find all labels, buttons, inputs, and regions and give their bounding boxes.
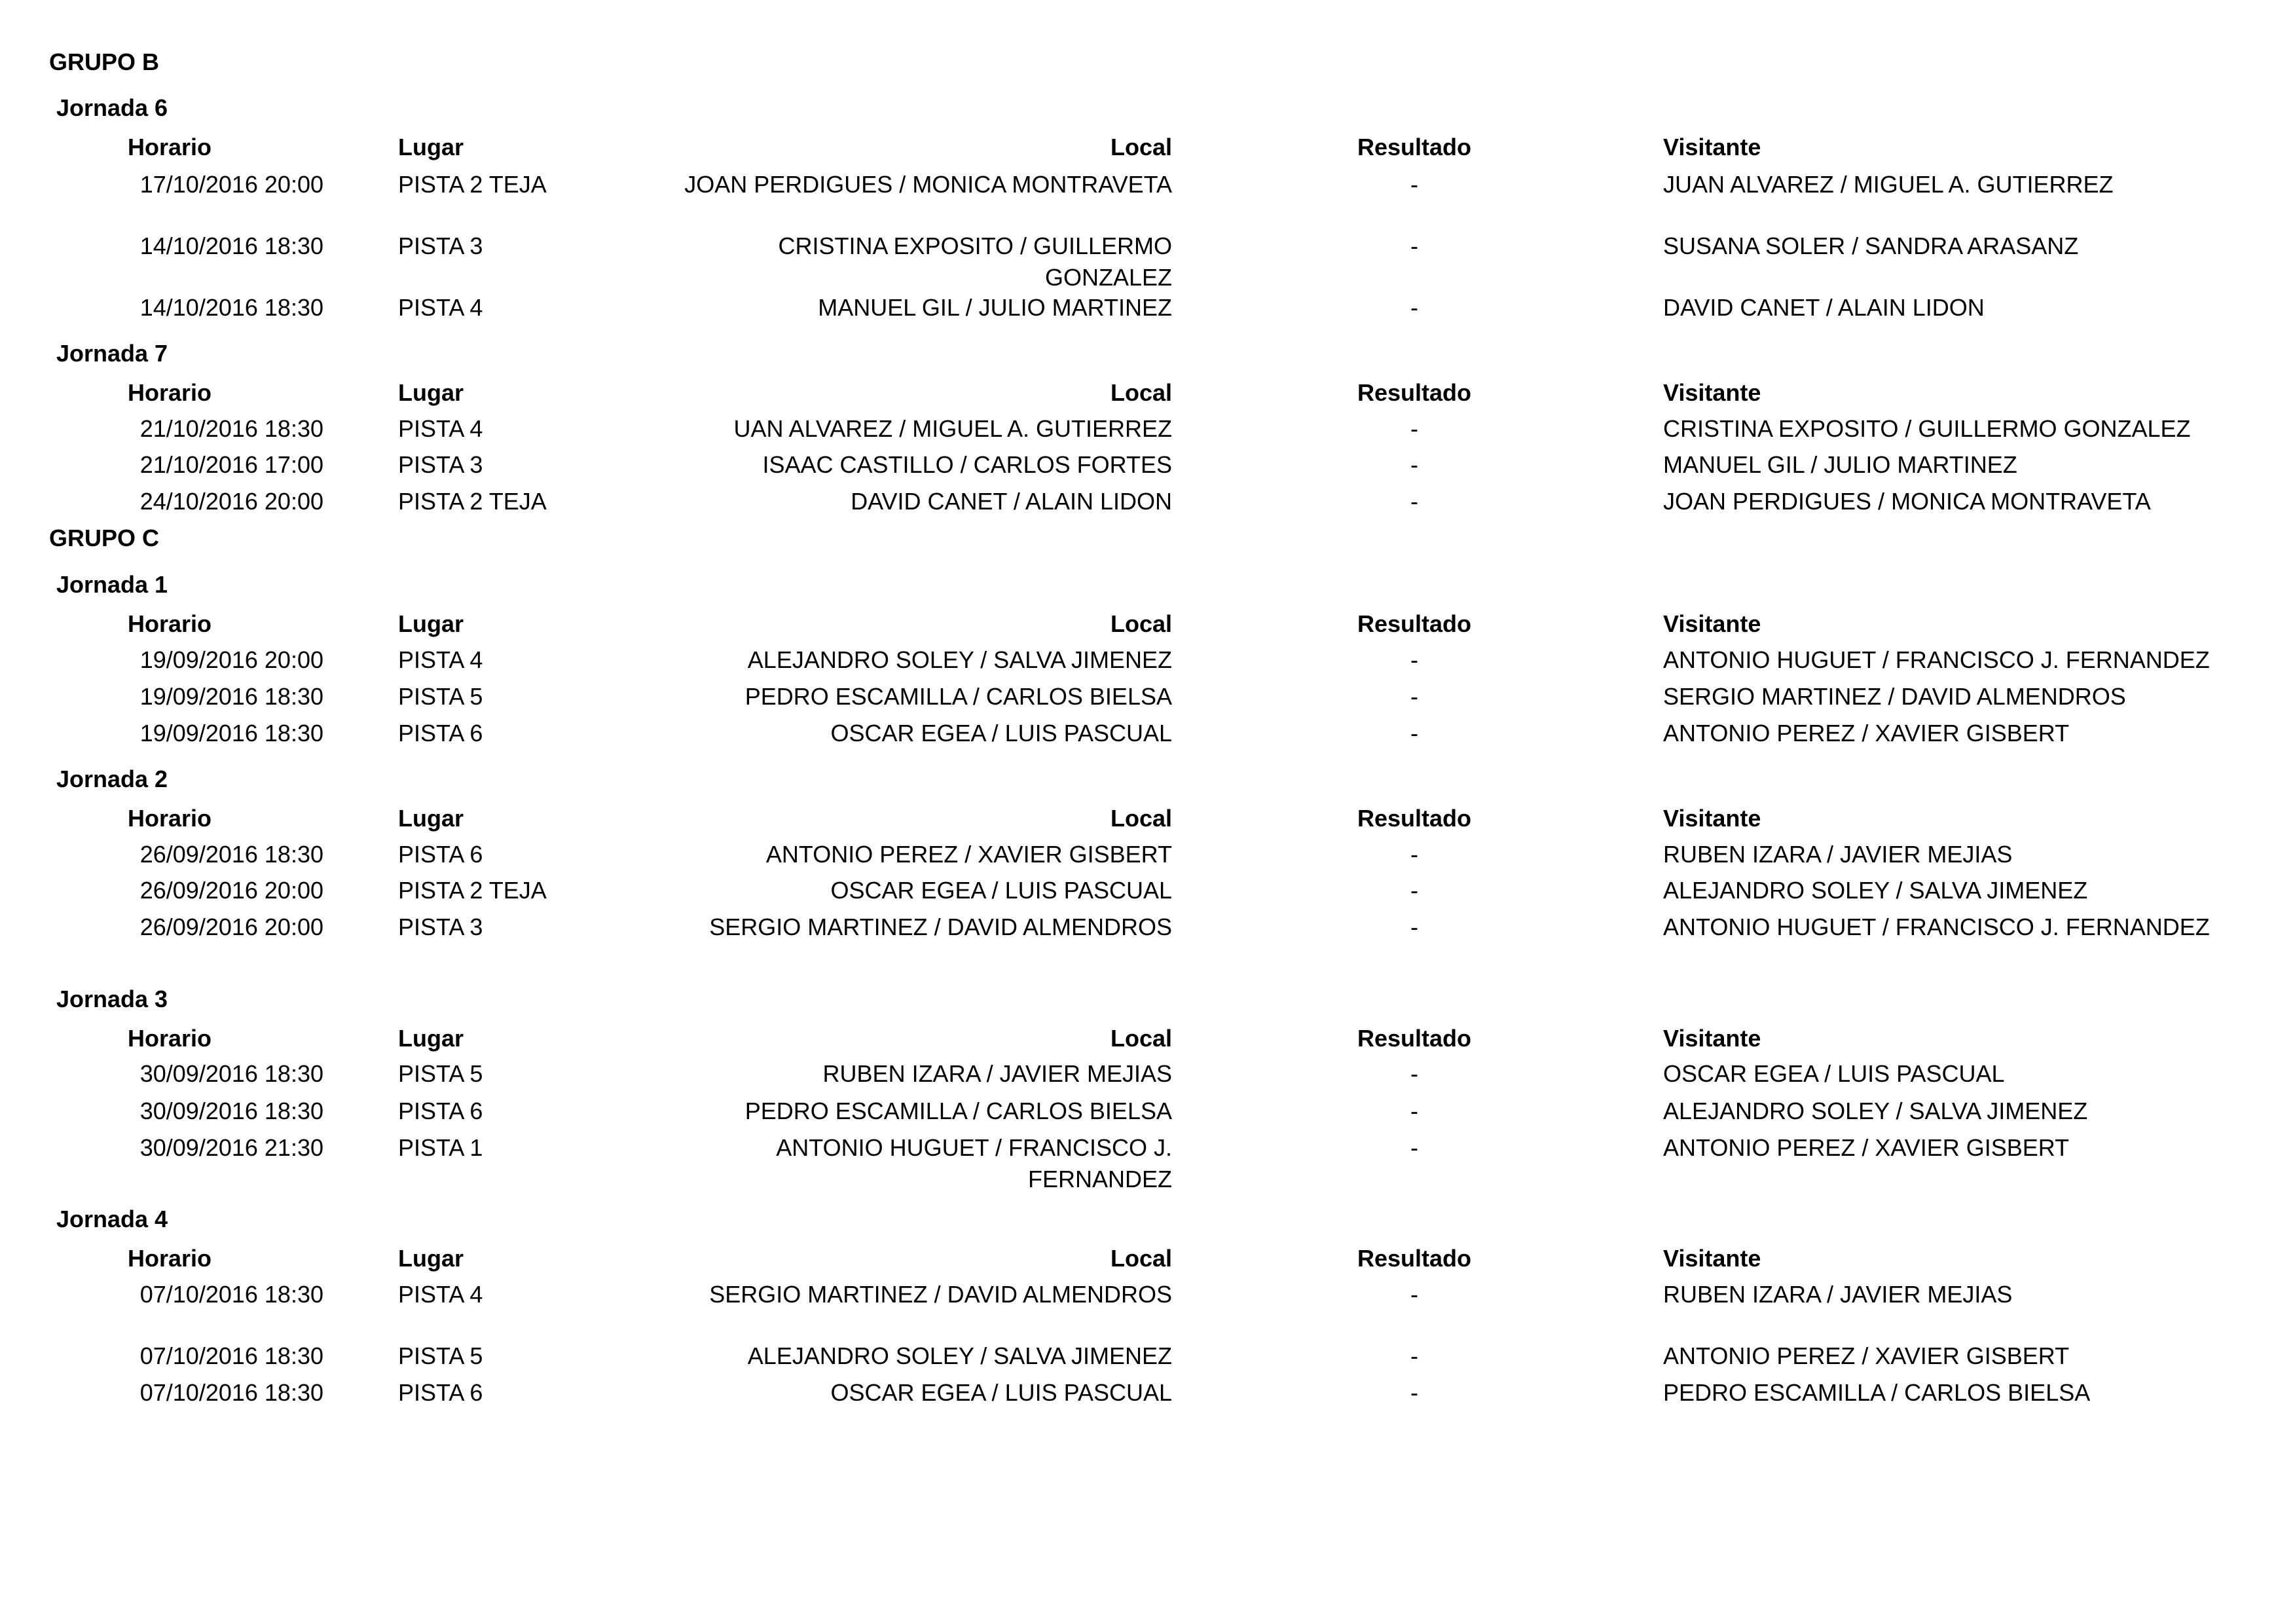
column-header-local: Local [1110,379,1172,406]
match-horario: 17/10/2016 20:00 [139,171,323,198]
match-visitante: ANTONIO HUGUET / FRANCISCO J. FERNANDEZ [1663,646,2210,673]
column-header-visitante: Visitante [1663,134,1761,160]
match-visitante: SUSANA SOLER / SANDRA ARASANZ [1663,232,2079,259]
match-horario: 19/09/2016 20:00 [139,646,323,673]
match-lugar: PISTA 3 [398,451,483,478]
column-header-resultado: Resultado [1357,379,1472,406]
match-local: SERGIO MARTINEZ / DAVID ALMENDROS [709,913,1172,940]
match-resultado: - [1410,1098,1418,1124]
match-lugar: PISTA 1 [398,1134,483,1161]
column-header-local: Local [1110,1245,1172,1272]
match-local: RUBEN IZARA / JAVIER MEJIAS [822,1060,1172,1087]
match-horario: 30/09/2016 18:30 [139,1060,323,1087]
match-lugar: PISTA 4 [398,415,483,442]
match-local: ANTONIO HUGUET / FRANCISCO J. FERNANDEZ [776,1134,1172,1192]
match-horario: 19/09/2016 18:30 [139,720,323,747]
jornada-title: Jornada 2 [56,766,168,792]
match-lugar: PISTA 3 [398,232,483,259]
match-resultado: - [1410,232,1418,259]
match-resultado: - [1410,488,1418,515]
match-local: MANUEL GIL / JULIO MARTINEZ [818,294,1172,321]
column-header-lugar: Lugar [398,805,464,832]
match-horario: 21/10/2016 17:00 [139,451,323,478]
match-visitante: RUBEN IZARA / JAVIER MEJIAS [1663,841,2013,868]
match-local: ANTONIO PEREZ / XAVIER GISBERT [765,841,1172,868]
match-local: UAN ALVAREZ / MIGUEL A. GUTIERREZ [733,415,1172,442]
match-local: OSCAR EGEA / LUIS PASCUAL [830,1379,1172,1406]
match-local: PEDRO ESCAMILLA / CARLOS BIELSA [744,683,1172,710]
match-horario: 14/10/2016 18:30 [139,232,323,259]
match-resultado: - [1410,171,1418,198]
match-local: DAVID CANET / ALAIN LIDON [851,488,1172,515]
column-header-local: Local [1110,805,1172,832]
match-visitante: ANTONIO PEREZ / XAVIER GISBERT [1663,1134,2070,1161]
column-header-visitante: Visitante [1663,805,1761,832]
match-local: ALEJANDRO SOLEY / SALVA JIMENEZ [747,646,1172,673]
column-header-lugar: Lugar [398,1245,464,1272]
match-resultado: - [1410,1379,1418,1406]
column-header-horario: Horario [128,1025,212,1052]
column-header-horario: Horario [128,805,212,832]
match-visitante: ALEJANDRO SOLEY / SALVA JIMENEZ [1663,877,2088,904]
match-lugar: PISTA 4 [398,294,483,321]
match-lugar: PISTA 2 TEJA [398,488,547,515]
column-header-resultado: Resultado [1357,1025,1472,1052]
match-lugar: PISTA 4 [398,1281,483,1308]
group-title: GRUPO B [49,48,160,75]
match-resultado: - [1410,1134,1418,1161]
column-header-local: Local [1110,610,1172,637]
match-visitante: DAVID CANET / ALAIN LIDON [1663,294,1985,321]
column-header-lugar: Lugar [398,379,464,406]
match-visitante: ALEJANDRO SOLEY / SALVA JIMENEZ [1663,1098,2088,1124]
column-header-resultado: Resultado [1357,134,1472,160]
match-local: CRISTINA EXPOSITO / GUILLERMO GONZALEZ [778,232,1172,291]
match-horario: 30/09/2016 21:30 [139,1134,323,1161]
match-lugar: PISTA 6 [398,720,483,747]
match-lugar: PISTA 5 [398,1060,483,1087]
match-lugar: PISTA 6 [398,1379,483,1406]
jornada-title: Jornada 3 [56,986,168,1012]
match-horario: 26/09/2016 18:30 [139,841,323,868]
column-header-visitante: Visitante [1663,610,1761,637]
match-local: ISAAC CASTILLO / CARLOS FORTES [762,451,1172,478]
column-header-local: Local [1110,1025,1172,1052]
match-local: PEDRO ESCAMILLA / CARLOS BIELSA [744,1098,1172,1124]
match-horario: 26/09/2016 20:00 [139,877,323,904]
match-lugar: PISTA 5 [398,683,483,710]
jornada-title: Jornada 1 [56,571,168,598]
match-horario: 30/09/2016 18:30 [139,1098,323,1124]
match-horario: 19/09/2016 18:30 [139,683,323,710]
match-visitante: ANTONIO HUGUET / FRANCISCO J. FERNANDEZ [1663,913,2210,940]
match-resultado: - [1410,720,1418,747]
match-local: OSCAR EGEA / LUIS PASCUAL [830,877,1172,904]
jornada-title: Jornada 4 [56,1206,168,1232]
column-header-horario: Horario [128,134,212,160]
match-resultado: - [1410,451,1418,478]
match-lugar: PISTA 3 [398,913,483,940]
match-visitante: MANUEL GIL / JULIO MARTINEZ [1663,451,2017,478]
match-lugar: PISTA 4 [398,646,483,673]
match-local: JOAN PERDIGUES / MONICA MONTRAVETA [684,171,1172,198]
match-local: OSCAR EGEA / LUIS PASCUAL [830,720,1172,747]
column-header-lugar: Lugar [398,1025,464,1052]
column-header-resultado: Resultado [1357,805,1472,832]
column-header-resultado: Resultado [1357,610,1472,637]
match-horario: 07/10/2016 18:30 [139,1342,323,1369]
match-lugar: PISTA 6 [398,1098,483,1124]
jornada-title: Jornada 7 [56,340,168,367]
match-visitante: SERGIO MARTINEZ / DAVID ALMENDROS [1663,683,2126,710]
match-resultado: - [1410,1342,1418,1369]
match-resultado: - [1410,841,1418,868]
match-resultado: - [1410,1060,1418,1087]
match-resultado: - [1410,415,1418,442]
match-resultado: - [1410,877,1418,904]
match-resultado: - [1410,646,1418,673]
match-visitante: ANTONIO PEREZ / XAVIER GISBERT [1663,720,2070,747]
match-lugar: PISTA 5 [398,1342,483,1369]
match-horario: 07/10/2016 18:30 [139,1281,323,1308]
column-header-horario: Horario [128,379,212,406]
match-resultado: - [1410,683,1418,710]
group-title: GRUPO C [49,525,160,551]
match-horario: 24/10/2016 20:00 [139,488,323,515]
column-header-lugar: Lugar [398,134,464,160]
match-local: SERGIO MARTINEZ / DAVID ALMENDROS [709,1281,1172,1308]
match-lugar: PISTA 2 TEJA [398,171,547,198]
match-horario: 26/09/2016 20:00 [139,913,323,940]
match-resultado: - [1410,1281,1418,1308]
match-resultado: - [1410,913,1418,940]
column-header-visitante: Visitante [1663,1025,1761,1052]
match-visitante: CRISTINA EXPOSITO / GUILLERMO GONZALEZ [1663,415,2191,442]
match-resultado: - [1410,294,1418,321]
match-visitante: OSCAR EGEA / LUIS PASCUAL [1663,1060,2005,1087]
match-lugar: PISTA 6 [398,841,483,868]
match-visitante: PEDRO ESCAMILLA / CARLOS BIELSA [1663,1379,2091,1406]
column-header-horario: Horario [128,610,212,637]
match-local: ALEJANDRO SOLEY / SALVA JIMENEZ [747,1342,1172,1369]
match-visitante: JUAN ALVAREZ / MIGUEL A. GUTIERREZ [1663,171,2114,198]
match-horario: 07/10/2016 18:30 [139,1379,323,1406]
column-header-visitante: Visitante [1663,1245,1761,1272]
column-header-visitante: Visitante [1663,379,1761,406]
column-header-local: Local [1110,134,1172,160]
jornada-title: Jornada 6 [56,94,168,121]
match-visitante: JOAN PERDIGUES / MONICA MONTRAVETA [1663,488,2151,515]
match-lugar: PISTA 2 TEJA [398,877,547,904]
match-visitante: RUBEN IZARA / JAVIER MEJIAS [1663,1281,2013,1308]
match-visitante: ANTONIO PEREZ / XAVIER GISBERT [1663,1342,2070,1369]
match-horario: 14/10/2016 18:30 [139,294,323,321]
column-header-resultado: Resultado [1357,1245,1472,1272]
column-header-lugar: Lugar [398,610,464,637]
match-horario: 21/10/2016 18:30 [139,415,323,442]
column-header-horario: Horario [128,1245,212,1272]
